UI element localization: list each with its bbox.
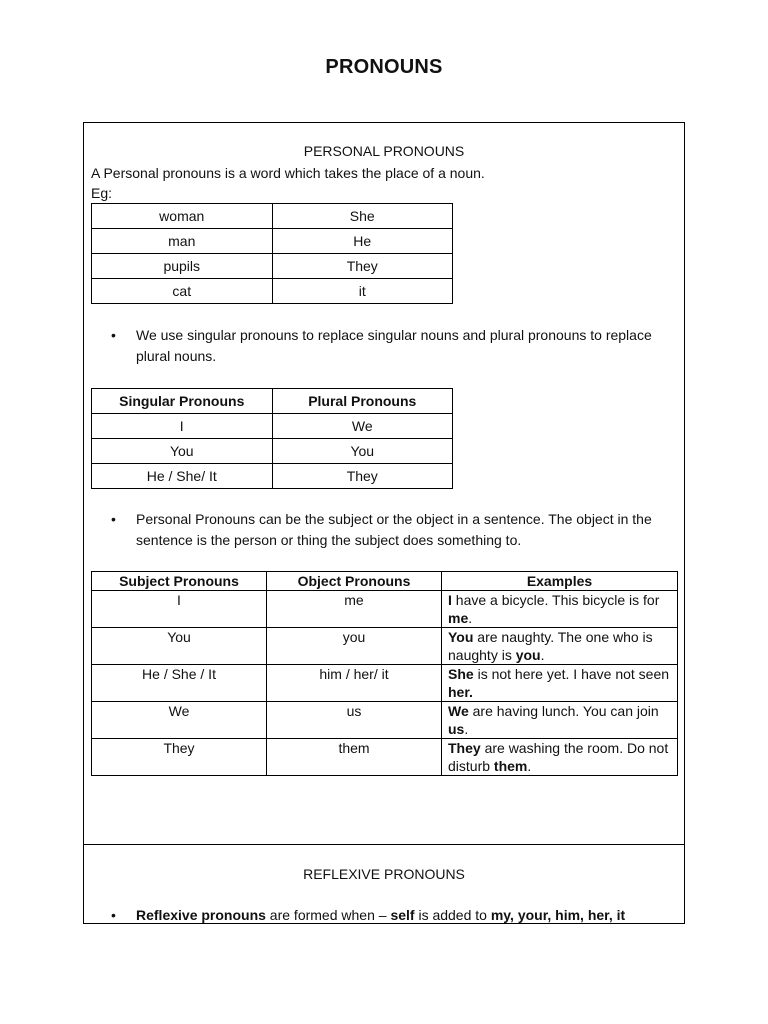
- object-cell: me: [267, 591, 442, 628]
- noun-cell: woman: [92, 204, 273, 229]
- bullet-bold-self: self: [390, 907, 415, 923]
- example-text: are naughty. The one who is naughty is: [448, 629, 653, 663]
- example-object: her.: [448, 684, 473, 700]
- example-end: .: [468, 610, 473, 626]
- example-object: me: [448, 610, 469, 626]
- definition-text: A Personal pronouns is a word which takes the place of a noun.: [91, 165, 485, 181]
- subject-object-table: [91, 571, 678, 776]
- subject-cell: You: [92, 628, 267, 665]
- column-header: Subject Pronouns: [92, 572, 267, 591]
- example-cell: [442, 665, 678, 702]
- bullet-subject-object: [111, 509, 666, 551]
- object-cell: us: [267, 702, 442, 739]
- pronoun-cell: He: [272, 229, 453, 254]
- noun-pronoun-table: [91, 203, 453, 304]
- example-subject: They: [448, 740, 481, 756]
- table-row: [92, 665, 678, 702]
- table-row: [92, 204, 453, 229]
- column-header: Plural Pronouns: [272, 389, 453, 414]
- object-cell: you: [267, 628, 442, 665]
- bullet-icon: •: [111, 907, 116, 923]
- example-object: them: [493, 758, 528, 774]
- example-end: .: [527, 758, 532, 774]
- table-row: [92, 591, 678, 628]
- example-end: .: [464, 721, 469, 737]
- bullet-singular-plural: [111, 325, 666, 367]
- page-title: PRONOUNS: [325, 56, 443, 78]
- example-cell: [442, 628, 678, 665]
- bullet-text: We use singular pronouns to replace singular nouns and plural pronouns to replace plural nouns.: [136, 327, 652, 364]
- object-cell: them: [267, 739, 442, 776]
- noun-cell: cat: [92, 279, 273, 304]
- subject-cell: He / She / It: [92, 665, 267, 702]
- section-heading-personal: PERSONAL PRONOUNS: [303, 143, 465, 159]
- bullet-plain-text: are formed when –: [265, 907, 391, 923]
- plural-cell: You: [272, 439, 453, 464]
- plural-cell: We: [272, 414, 453, 439]
- content-frame: [83, 122, 685, 924]
- plural-cell: They: [272, 464, 453, 489]
- bullet-bold-list: my, your, him, her, it: [490, 907, 626, 923]
- table-row: [92, 702, 678, 739]
- bullet-icon: •: [111, 327, 116, 343]
- subject-cell: They: [92, 739, 267, 776]
- singular-cell: You: [92, 439, 273, 464]
- bullet-bold-term: Reflexive pronouns: [136, 907, 266, 923]
- example-text: are washing the room. Do not disturb: [448, 740, 669, 774]
- pronoun-cell: She: [272, 204, 453, 229]
- example-cell: [442, 739, 678, 776]
- pronoun-cell: They: [272, 254, 453, 279]
- subject-cell: I: [92, 591, 267, 628]
- table-row: [92, 229, 453, 254]
- eg-label: Eg:: [91, 185, 113, 201]
- singular-cell: He / She/ It: [92, 464, 273, 489]
- bullet-reflexive: [111, 905, 666, 926]
- table-row: [92, 279, 453, 304]
- column-header: Examples: [442, 572, 678, 591]
- example-subject: You: [448, 629, 474, 645]
- table-header-row: [92, 389, 453, 414]
- section-divider: [84, 844, 684, 845]
- example-subject: I: [448, 592, 452, 608]
- section-heading-reflexive: REFLEXIVE PRONOUNS: [303, 866, 465, 882]
- example-subject: We: [448, 703, 469, 719]
- bullet-text: Personal Pronouns can be the subject or the object in a sentence. The object in the sentence is the person or thing the subject does something to.: [136, 511, 652, 548]
- subject-cell: We: [92, 702, 267, 739]
- example-end: .: [540, 647, 545, 663]
- example-subject: She: [448, 666, 474, 682]
- column-header: Singular Pronouns: [92, 389, 273, 414]
- bullet-plain-text: is added to: [414, 907, 491, 923]
- bullet-text: [136, 905, 666, 926]
- singular-plural-table: [91, 388, 453, 489]
- column-header: Object Pronouns: [267, 572, 442, 591]
- object-cell: him / her/ it: [267, 665, 442, 702]
- table-row: [92, 439, 453, 464]
- singular-cell: I: [92, 414, 273, 439]
- example-cell: [442, 591, 678, 628]
- pronoun-cell: it: [272, 279, 453, 304]
- table-row: [92, 414, 453, 439]
- example-object: you: [515, 647, 541, 663]
- example-text: is not here yet. I have not seen: [473, 666, 670, 682]
- example-cell: [442, 702, 678, 739]
- table-row: [92, 739, 678, 776]
- table-header-row: [92, 572, 678, 591]
- table-row: [92, 464, 453, 489]
- table-row: [92, 254, 453, 279]
- table-row: [92, 628, 678, 665]
- example-object: us: [448, 721, 465, 737]
- bullet-icon: •: [111, 511, 116, 527]
- noun-cell: man: [92, 229, 273, 254]
- example-text: are having lunch. You can join: [468, 703, 659, 719]
- noun-cell: pupils: [92, 254, 273, 279]
- example-text: have a bicycle. This bicycle is for: [451, 592, 660, 608]
